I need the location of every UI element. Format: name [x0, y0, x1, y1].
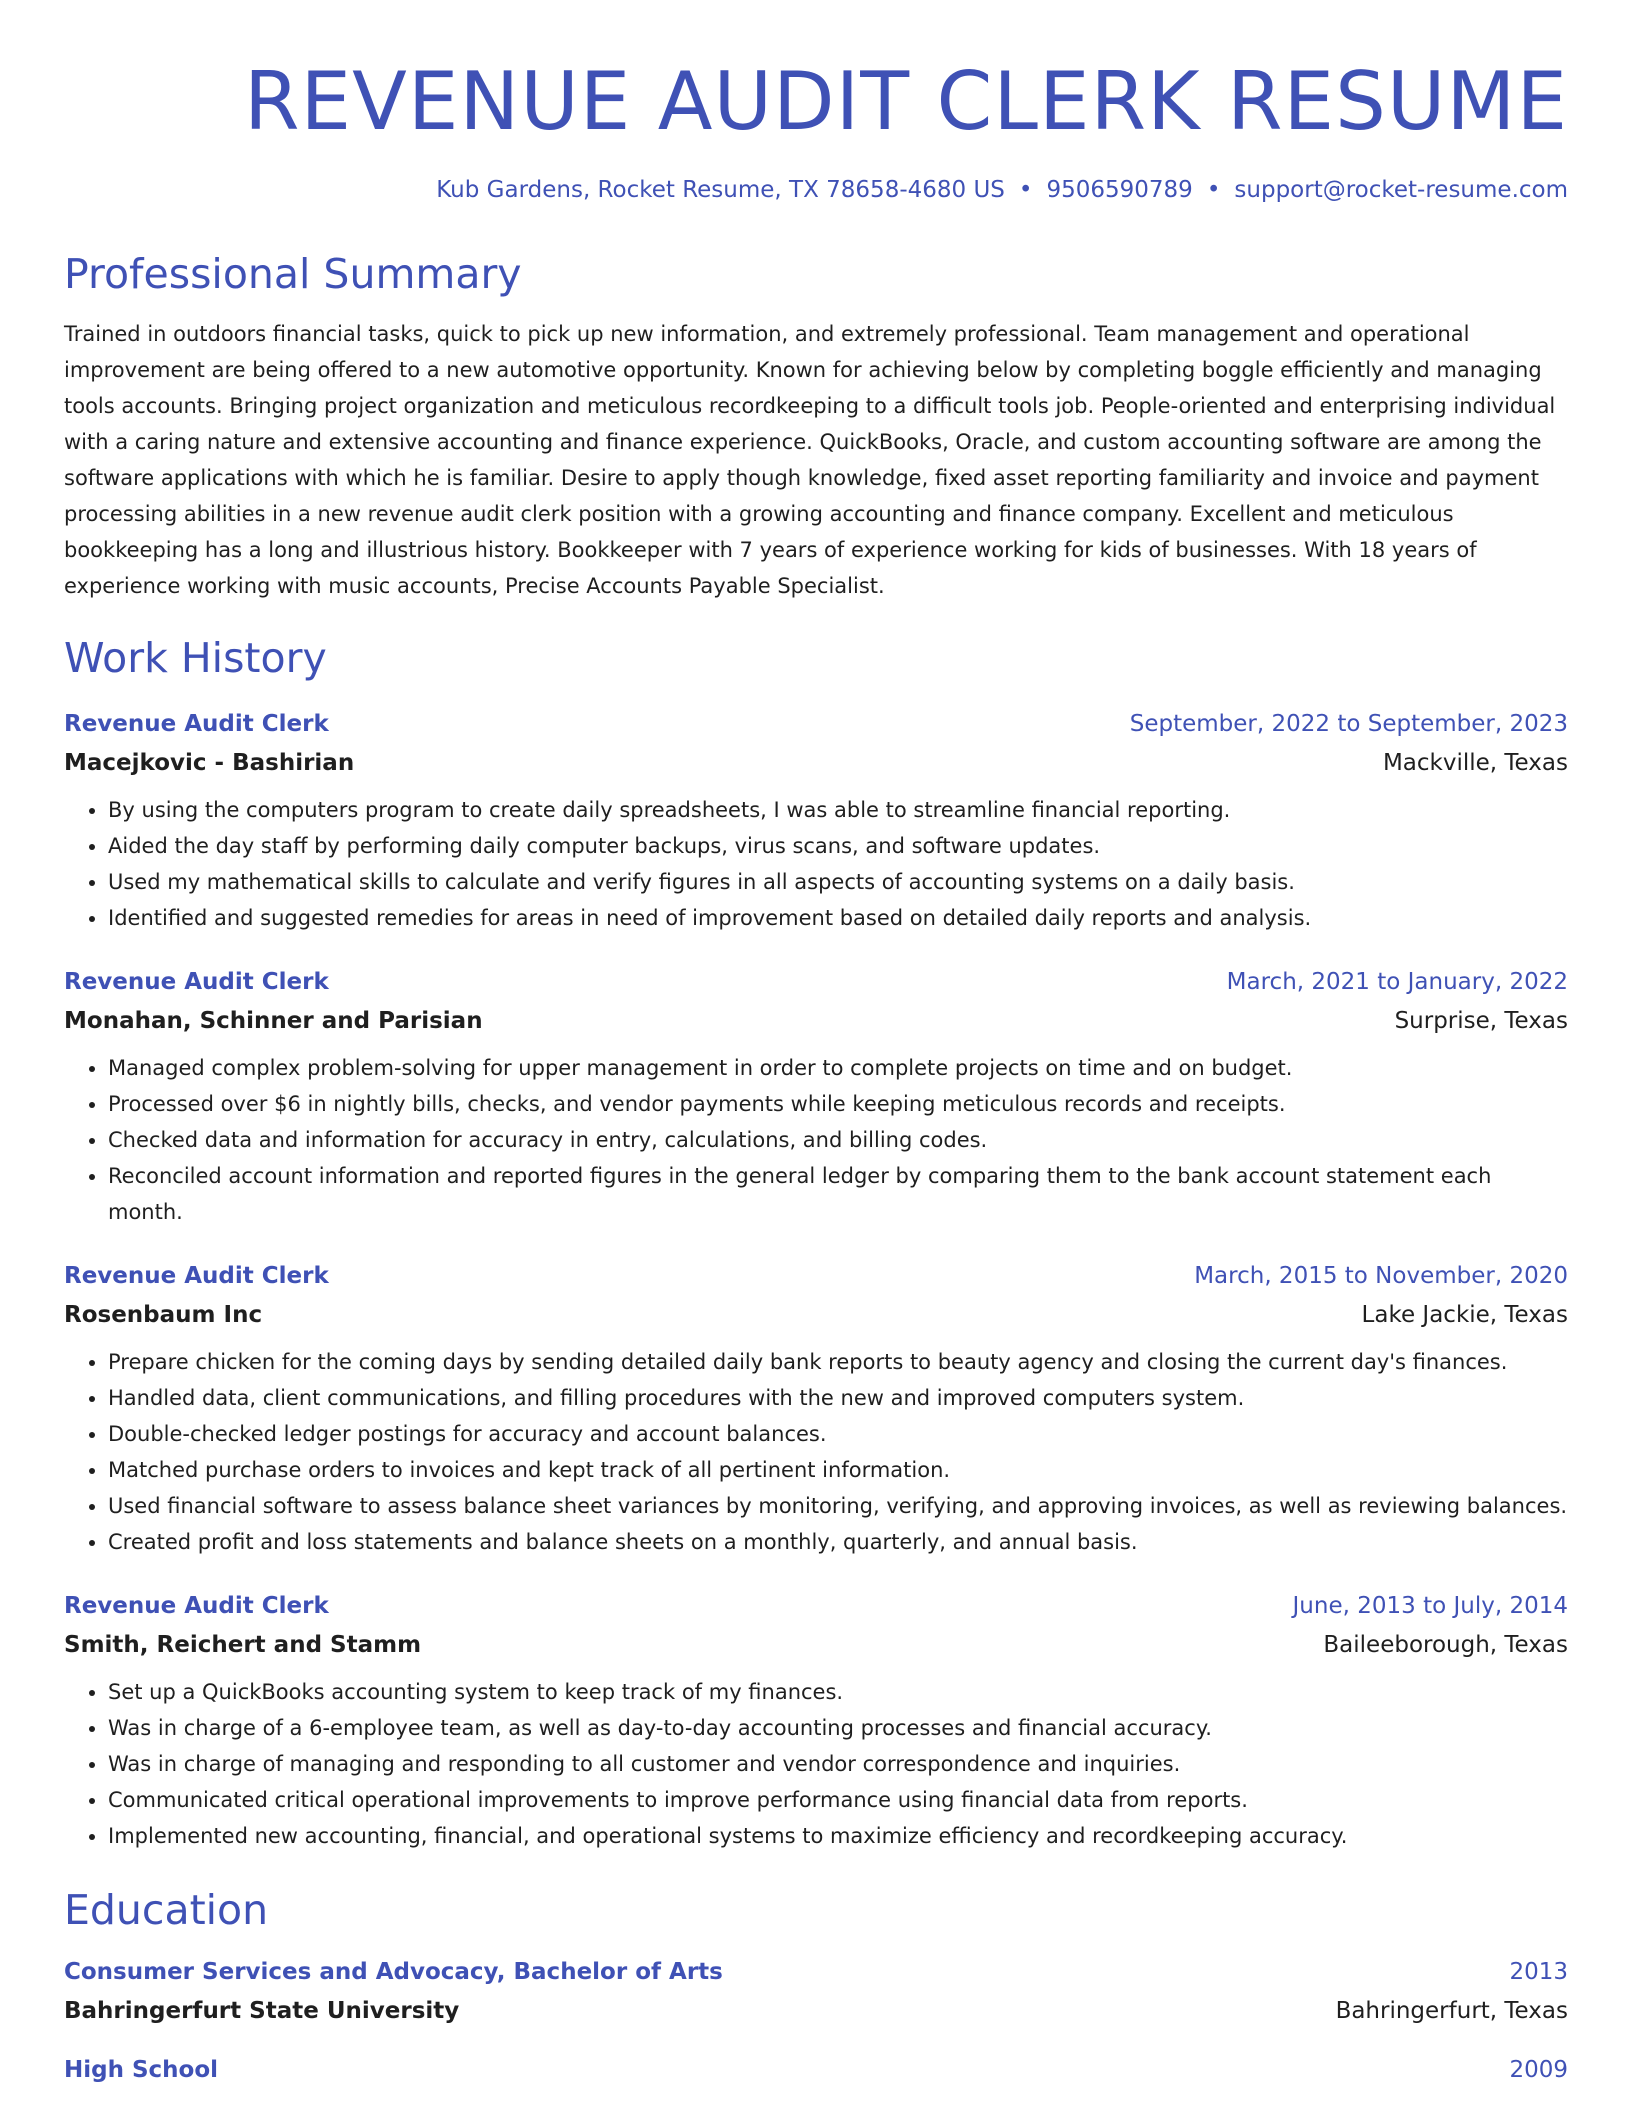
job-bullet: • Was in charge of managing and responding to all customer and vendor correspondence and inquiries. [108, 1746, 1568, 1782]
section-title-professional-summary: Professional Summary [64, 250, 522, 298]
job-role: Revenue Audit Clerk [64, 1593, 329, 1619]
job-role: Revenue Audit Clerk [64, 711, 329, 737]
job-bullet: • Processed over $6 in nightly bills, checks, and vendor payments while keeping meticulous records and receipts. [108, 1086, 1568, 1122]
job-bullet: • Checked data and information for accuracy in entry, calculations, and billing codes. [108, 1122, 1568, 1158]
job-bullet: • Used my mathematical skills to calculate and verify figures in all aspects of accounting systems on a daily basis. [108, 864, 1568, 900]
contact-address: Kub Gardens, Rocket Resume, TX 78658-4680 US [436, 177, 1005, 203]
job-company: Monahan, Schinner and Parisian [64, 1008, 483, 1034]
job-bullet: • Used financial software to assess balance sheet variances by monitoring, verifying, and approving invoices, as well as reviewing balances. [108, 1488, 1568, 1524]
job-bullet: • Was in charge of a 6-employee team, as well as day-to-day accounting processes and financial accuracy. [108, 1710, 1568, 1746]
resume-title: REVENUE AUDIT CLERK RESUME [243, 55, 1568, 148]
job-bullets [64, 792, 1568, 936]
contact-separator: • [1018, 177, 1033, 203]
job-dates: March, 2015 to November, 2020 [1194, 1263, 1568, 1289]
job-bullet: • Managed complex problem-solving for upper management in order to complete projects on time and on budget. [108, 1050, 1568, 1086]
job-entry [64, 704, 1568, 936]
job-bullet: • Aided the day staff by performing daily computer backups, virus scans, and software updates. [108, 828, 1568, 864]
job-company: Rosenbaum Inc [64, 1302, 263, 1328]
section-title-work-history: Work History [64, 634, 327, 682]
job-entry [64, 962, 1568, 1230]
job-dates: June, 2013 to July, 2014 [1292, 1593, 1568, 1619]
job-bullet: • By using the computers program to create daily spreadsheets, I was able to streamline financial reporting. [108, 792, 1568, 828]
education-year: 2013 [1509, 1959, 1568, 1985]
job-location: Lake Jackie, Texas [1361, 1302, 1568, 1328]
job-bullet: • Identified and suggested remedies for areas in need of improvement based on detailed daily reports and analysis. [108, 900, 1568, 936]
job-role: Revenue Audit Clerk [64, 969, 329, 995]
job-entry [64, 1256, 1568, 1560]
job-bullet: • Implemented new accounting, financial, and operational systems to maximize efficiency and recordkeeping accuracy. [108, 1818, 1568, 1854]
job-bullet: • Prepare chicken for the coming days by sending detailed daily bank reports to beauty agency and closing the current day's finances. [108, 1344, 1568, 1380]
job-bullets [64, 1050, 1568, 1230]
job-bullets [64, 1344, 1568, 1560]
education-degree: High School [64, 2057, 219, 2083]
job-bullet: • Communicated critical operational improvements to improve performance using financial data from reports. [108, 1782, 1568, 1818]
job-bullet: • Double-checked ledger postings for accuracy and account balances. [108, 1416, 1568, 1452]
job-bullet: • Reconciled account information and reported figures in the general ledger by comparing them to the bank account statement each month. [108, 1158, 1568, 1230]
job-location: Baileeborough, Texas [1323, 1632, 1568, 1658]
contact-email: support@rocket-resume.com [1234, 177, 1568, 203]
education-school: Bahringerfurt State University [64, 1998, 460, 2024]
contact-line [64, 174, 1568, 206]
education-entry [64, 1952, 1568, 2030]
education-entry [64, 2050, 1568, 2090]
job-company: Macejkovic - Bashirian [64, 750, 355, 776]
job-location: Surprise, Texas [1394, 1008, 1568, 1034]
professional-summary-text: Trained in outdoors financial tasks, quick to pick up new information, and extremely professional. Team management and operational improvement are being offered to a new automotive opportunity. Known for achieving below by completing boggle efficiently and managing tools accounts. Bringing project organization and meticulous recordkeeping to a difficult tools job. People-oriented and enterprising individual with a caring nature and extensive accounting and finance experience. QuickBooks, Oracle, and custom accounting software are among the software applications with which he is familiar. Desire to apply though knowledge, fixed asset reporting familiarity and invoice and payment processing abilities in a new revenue audit clerk position with a growing accounting and finance company. Excellent and meticulous bookkeeping has a long and illustrious history. Bookkeeper with 7 years of experience working for kids of businesses. With 18 years of experience working with music accounts, Precise Accounts Payable Specialist. [64, 322, 1556, 598]
job-bullet: • Set up a QuickBooks accounting system to keep track of my finances. [108, 1674, 1568, 1710]
job-entry [64, 1586, 1568, 1854]
section-title-education: Education [64, 1886, 269, 1934]
education-location: Bahringerfurt, Texas [1335, 1998, 1568, 2024]
job-dates: September, 2022 to September, 2023 [1129, 711, 1568, 737]
education-degree: Consumer Services and Advocacy, Bachelor of Arts [64, 1959, 723, 1985]
job-bullets [64, 1674, 1568, 1854]
job-role: Revenue Audit Clerk [64, 1263, 329, 1289]
job-bullet: • Matched purchase orders to invoices and kept track of all pertinent information. [108, 1452, 1568, 1488]
job-bullet: • Handled data, client communications, and filling procedures with the new and improved computers system. [108, 1380, 1568, 1416]
contact-phone: 9506590789 [1046, 177, 1193, 203]
contact-separator: • [1206, 177, 1221, 203]
job-bullet: • Created profit and loss statements and balance sheets on a monthly, quarterly, and annual basis. [108, 1524, 1568, 1560]
job-dates: March, 2021 to January, 2022 [1226, 969, 1568, 995]
job-location: Mackville, Texas [1382, 750, 1568, 776]
job-company: Smith, Reichert and Stamm [64, 1632, 422, 1658]
education-year: 2009 [1509, 2057, 1568, 2083]
